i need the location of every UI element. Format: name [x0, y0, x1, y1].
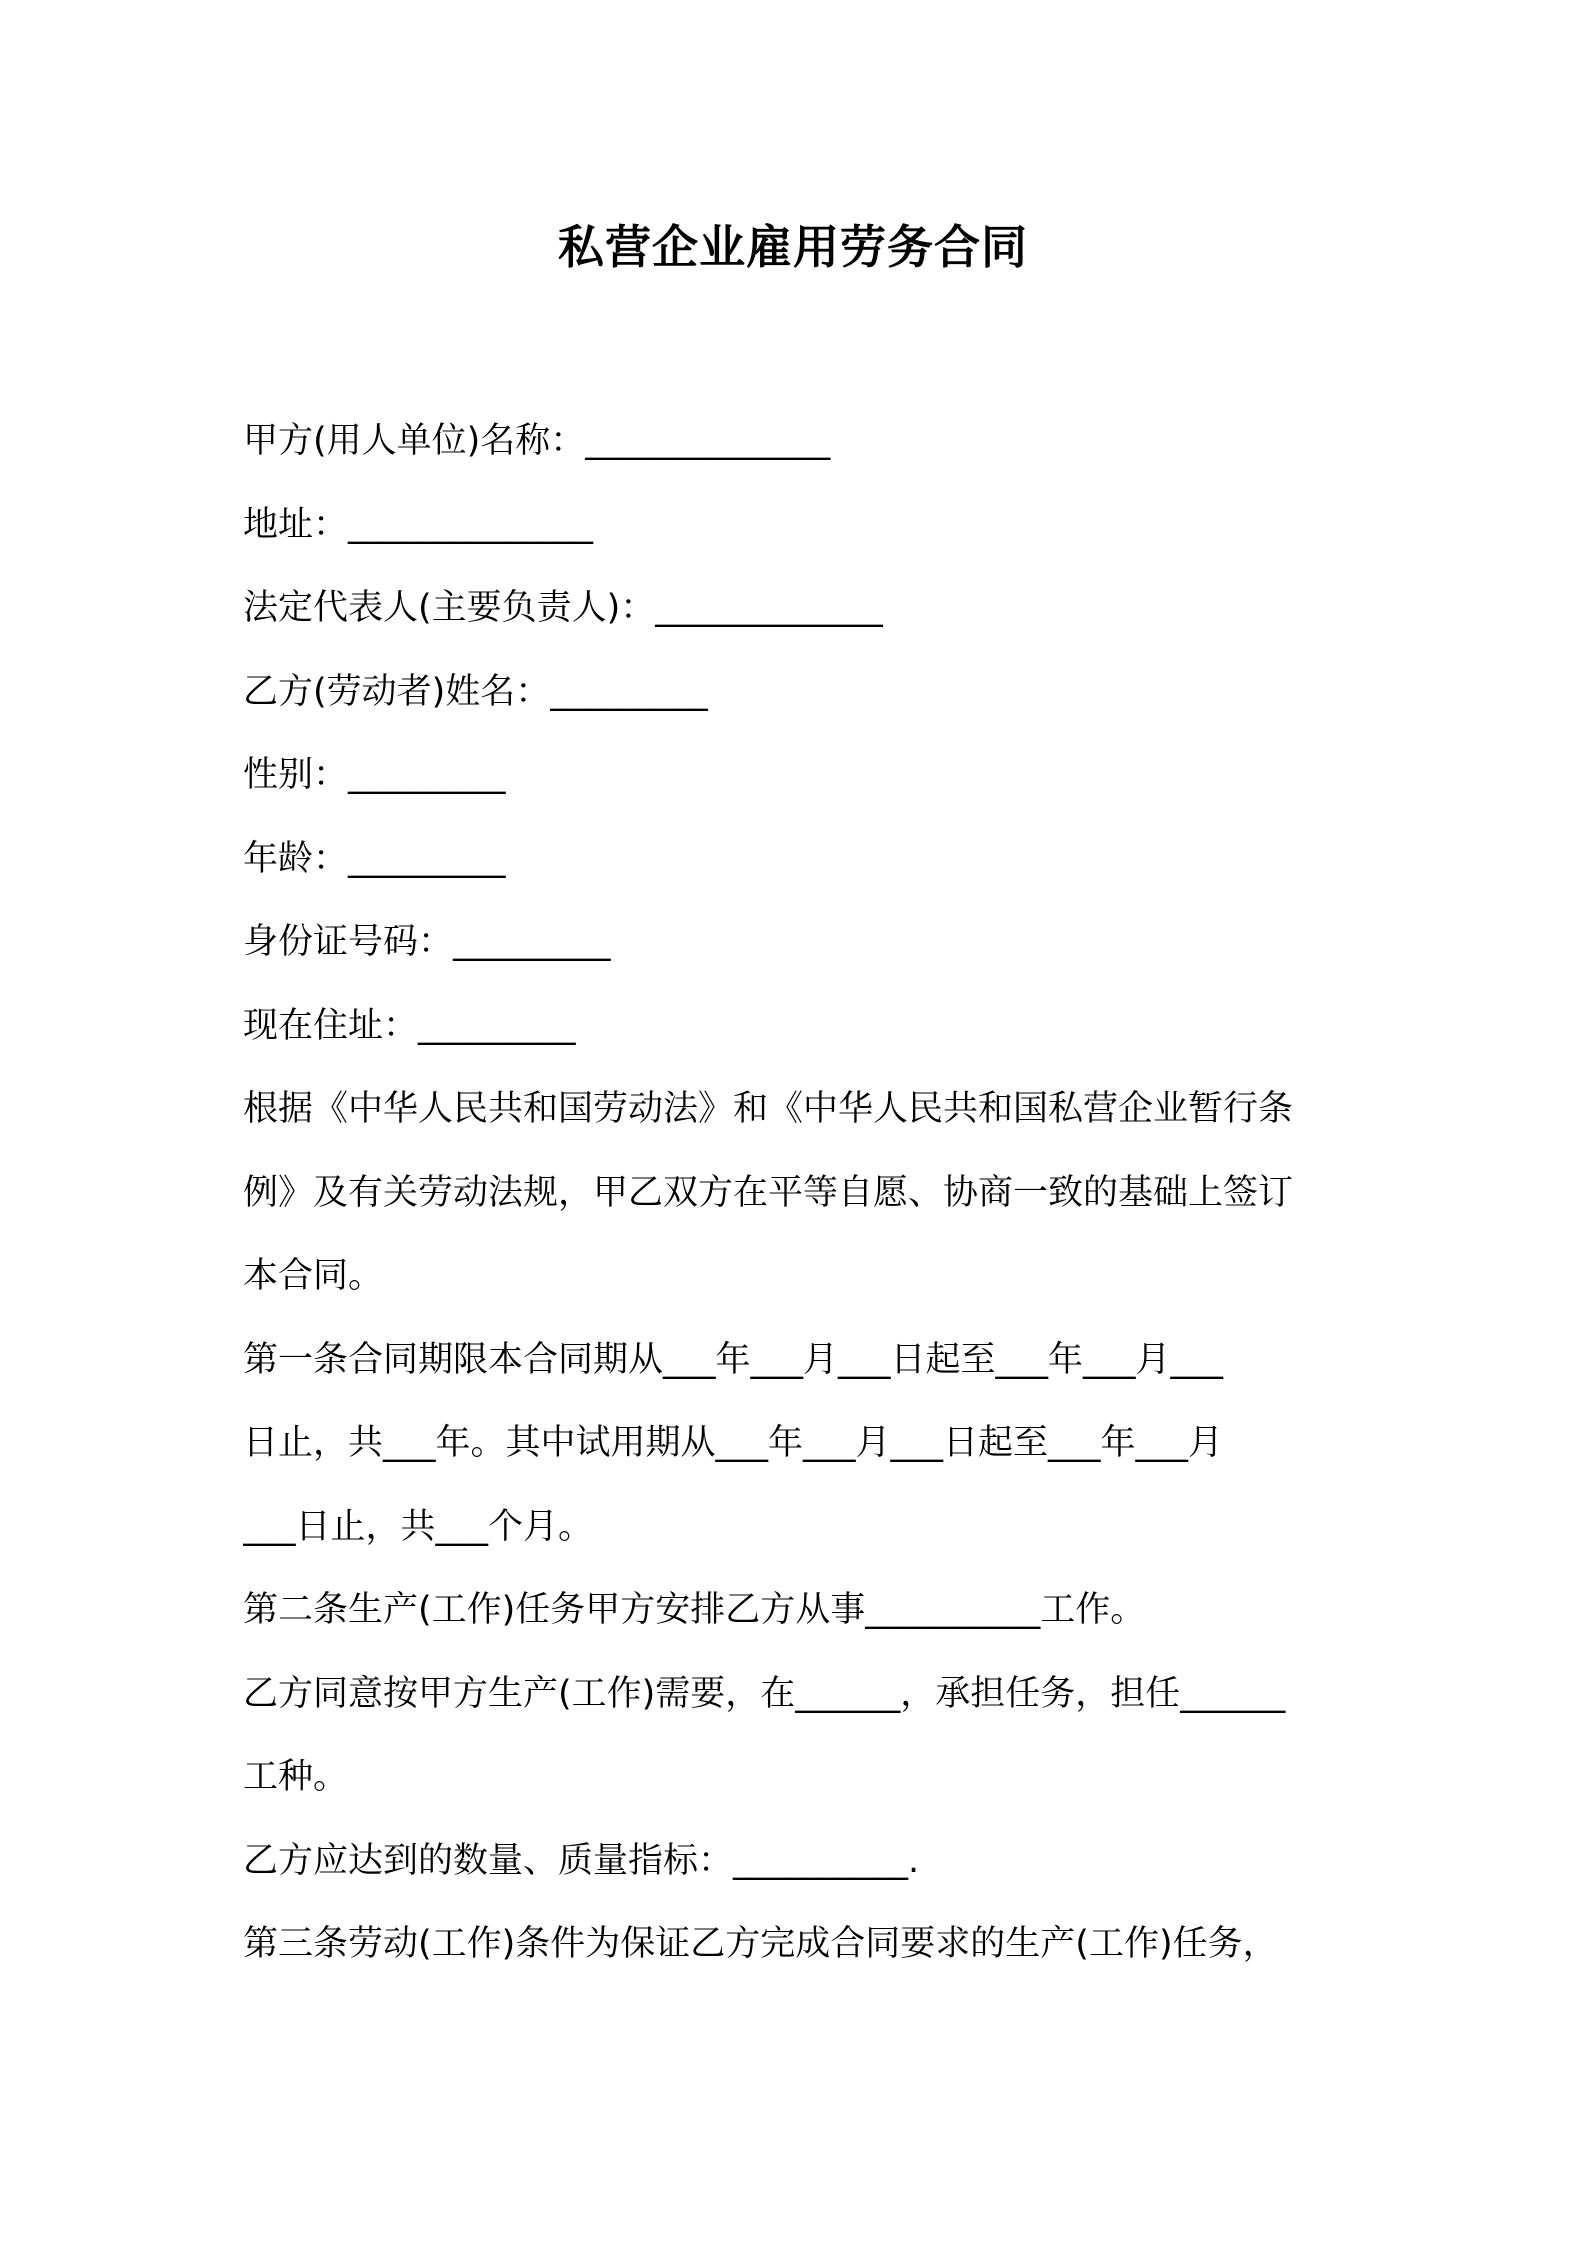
article-1-line-2: 日止，共___年。其中试用期从___年___月___日起至___年___月 — [243, 1423, 1224, 1463]
id-number-field: 身份证号码：_________ — [243, 922, 611, 962]
party-b-name-field: 乙方(劳动者)姓名：_________ — [243, 671, 708, 712]
article-3-line-1: 第三条劳动(工作)条件为保证乙方完成合同要求的生产(工作)任务， — [243, 1924, 1278, 1964]
article-1-line-3: ___日止，共___个月。 — [243, 1506, 594, 1547]
article-2-line-2: 乙方同意按甲方生产(工作)需要，在______，承担任务，担任______ — [243, 1673, 1286, 1714]
preamble-line-3: 本合同。 — [243, 1256, 384, 1296]
document-body — [243, 400, 1363, 1987]
legal-representative-field: 法定代表人(主要负责人)：_____________ — [243, 588, 883, 628]
article-2-line-1: 第二条生产(工作)任务甲方安排乙方从事__________工作。 — [243, 1590, 1146, 1630]
preamble-line-2: 例》及有关劳动法规，甲乙双方在平等自愿、协商一致的基础上签订 — [243, 1172, 1294, 1213]
gender-field: 性别：_________ — [243, 755, 506, 795]
age-field: 年龄：_________ — [243, 838, 506, 879]
article-1-line-1: 第一条合同期限本合同期从___年___月___日起至___年___月___ — [243, 1339, 1224, 1380]
article-2-line-3: 工种。 — [243, 1757, 349, 1797]
party-a-address-field: 地址：______________ — [243, 504, 594, 545]
party-a-name-field: 甲方(用人单位)名称：______________ — [243, 421, 831, 461]
document-title: 私营企业雇用劳务合同 — [558, 220, 1028, 274]
current-address-field: 现在住址：_________ — [243, 1005, 576, 1046]
article-2-line-4: 乙方应达到的数量、质量指标：__________. — [243, 1840, 920, 1881]
preamble-line-1: 根据《中华人民共和国劳动法》和《中华人民共和国私营企业暂行条 — [243, 1089, 1294, 1129]
